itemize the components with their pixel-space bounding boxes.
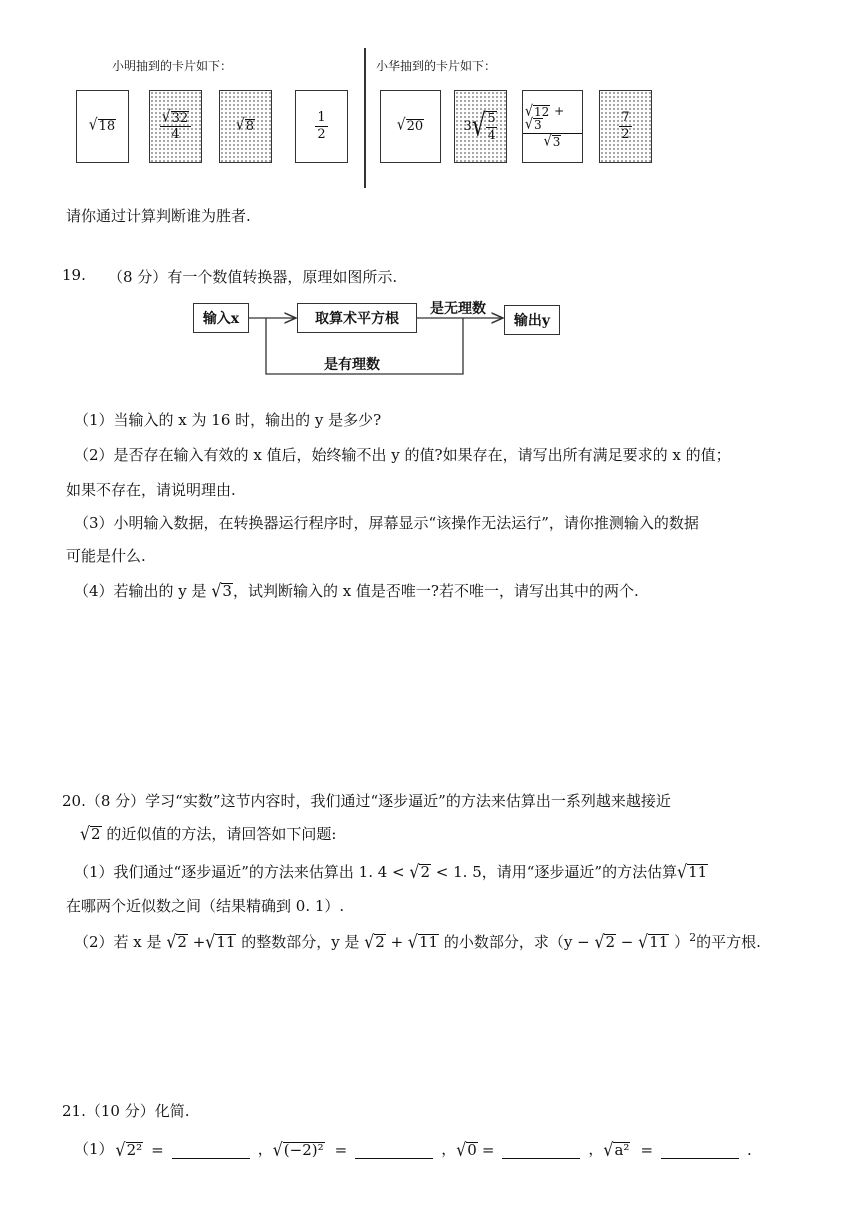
card-denominator: 2: [621, 127, 630, 142]
q21-item-3: 0: [467, 1141, 477, 1160]
q21-blank-1[interactable]: [172, 1144, 250, 1159]
q21-sub1-label: （1）: [74, 1140, 114, 1158]
q19-sub4-suffix: ，试判断输入的 x 值是否唯一?若不唯一，请写出其中的两个.: [232, 582, 639, 600]
q21-item-1: 2²: [126, 1141, 143, 1160]
card-radicand: 3: [534, 118, 542, 133]
q21-blank-4[interactable]: [661, 1144, 739, 1159]
flow-input-box: 输入x: [193, 303, 249, 333]
card-numerator: 7: [619, 111, 631, 127]
q19-sub2-line1: （2）是否存在输入有效的 x 值后，始终输不出 y 的值?如果存在，请写出所有满足要求的 x 的值；: [74, 446, 731, 464]
arrow-loop-back: [266, 318, 463, 374]
q19-number: 19.: [62, 266, 86, 284]
flow-output-box: 输出y: [504, 305, 560, 335]
card-xiaoming-2: √ 32 4: [149, 90, 202, 163]
q19-stem-line: [108, 266, 397, 287]
card-xiaoming-4: [295, 90, 348, 163]
q20-line1: 20.（8 分）学习“实数”这节内容时，我们通过“逐步逼近”的方法来估算出一系列越来越接近: [62, 792, 671, 810]
q21-header: 21.（10 分）化简.: [62, 1102, 190, 1120]
card-radicand: 32: [171, 110, 189, 126]
q21-blank-2[interactable]: [355, 1144, 433, 1159]
card-radicand: 18: [98, 119, 116, 135]
card-coefficient: 3: [463, 119, 472, 134]
card-numerator: 5: [486, 112, 498, 127]
xiaoming-header: 小明抽到的卡片如下：: [112, 59, 233, 73]
q19-points: （8 分）: [108, 268, 168, 286]
card-numerator: 1: [315, 111, 327, 127]
flowchart-connectors: [180, 295, 580, 385]
q20-line2: √ 2 的近似值的方法，请回答如下问题:: [80, 822, 337, 845]
card-denominator: 4: [171, 127, 180, 143]
q20-line2-text: 的近似值的方法，请回答如下问题:: [106, 825, 337, 843]
q19-sub4: （4）若输出的 y 是 √ 3 ，试判断输入的 x 值是否唯一?若不唯一，请写出其中的两个.: [74, 579, 639, 602]
card-radicand: 12: [534, 104, 550, 119]
q21-item-4: a²: [614, 1141, 630, 1160]
q19-sub2-line2: 如果不存在，请说明理由.: [66, 481, 236, 499]
q19-sub4-prefix: （4）若输出的 y 是: [74, 582, 207, 600]
divider-line: [364, 48, 366, 188]
q20-sub1-line2: 在哪两个近似数之间（结果精确到 0. 1）.: [66, 897, 345, 915]
card-xiaohua-2: 3 √ $\frac{5}{4}$: [454, 90, 507, 163]
q19-sub4-radicand: 3: [222, 582, 232, 600]
q19-sub3-line2: 可能是什么.: [66, 547, 146, 565]
q20-sub2: （2）若 x 是 √ 2 + √ 11 的整数部分，y 是 √ 2 + √ 11 的小数部分，求（y − √ 2 − √ 11 ）$^2$的平方根.: [74, 930, 761, 953]
q21-item-2: (−2)²: [283, 1141, 324, 1160]
card-xiaohua-4: [599, 90, 652, 163]
flow-process-box: 取算术平方根: [297, 303, 417, 333]
flow-irrational-label: 是无理数: [430, 301, 486, 317]
card-xiaoming-1: √ 18: [76, 90, 129, 163]
flow-rational-label: 是有理数: [324, 357, 380, 373]
xiaohua-header: 小华抽到的卡片如下：: [376, 59, 497, 73]
q21-blank-3[interactable]: [502, 1144, 580, 1159]
card-denominator: 2: [317, 127, 326, 142]
q19-stem: 有一个数值转换器，原理如图所示.: [167, 268, 398, 286]
card-radicand: 20: [406, 119, 424, 135]
card-xiaohua-3: √ 12 + √ 3 √ 3: [522, 90, 583, 163]
card-denominator: 4: [487, 127, 496, 142]
card-radicand: 3: [552, 134, 561, 149]
card-xiaohua-1: √ 20: [380, 90, 441, 163]
q21-sub1: （1） √ 2² = ， √ (−2)² = ， √ 0 = ， √ a² = .: [74, 1138, 752, 1161]
q19-sub3-line1: （3）小明输入数据，在转换器运行程序时，屏幕显示“该操作无法运行”，请你推测输入的数据: [74, 514, 699, 532]
q18-conclusion: 请你通过计算判断谁为胜者.: [66, 207, 251, 225]
card-xiaoming-3: √ 8: [219, 90, 272, 163]
card-radicand: 8: [245, 119, 254, 135]
q20-sub1: （1）我们通过“逐步逼近”的方法来估算出 1. 4 < √ 2 < 1. 5，请用“逐步逼近”的方法估算 √ 11: [74, 860, 708, 883]
q19-sub1: （1）当输入的 x 为 16 时，输出的 y 是多少?: [74, 411, 382, 429]
q20-radicand: 2: [91, 825, 101, 843]
